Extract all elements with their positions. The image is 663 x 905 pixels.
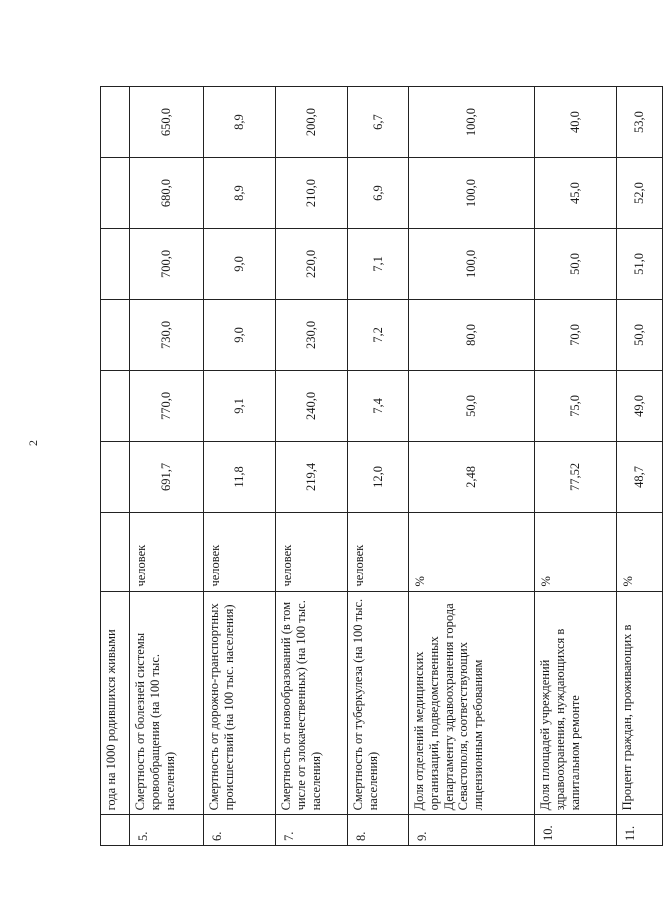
row-number: 10.: [535, 815, 617, 846]
table-cell: [101, 299, 130, 370]
value-cell: 12,0: [348, 441, 409, 512]
value-cell: 219,4: [276, 441, 348, 512]
table-row: [348, 87, 409, 846]
indicator-name: Смертность от болезней системы кровообращения (на 100 тыс. населения): [130, 591, 204, 815]
row-number: 8.: [348, 815, 409, 846]
value-cell: 200,0: [276, 87, 348, 158]
value-cell: 730,0: [130, 299, 204, 370]
value-cell: 770,0: [130, 370, 204, 441]
indicator-name: Смертность от дорожно-транспортных происшествий (на 100 тыс. населения): [204, 591, 276, 815]
rotated-table-container: [100, 86, 647, 846]
value-cell: 8,9: [204, 158, 276, 229]
value-cell: 100,0: [409, 87, 535, 158]
value-cell: 100,0: [409, 228, 535, 299]
value-cell: 52,0: [617, 158, 663, 229]
value-cell: 8,9: [204, 87, 276, 158]
table-cell: [101, 87, 130, 158]
value-cell: 7,4: [348, 370, 409, 441]
value-cell: 51,0: [617, 228, 663, 299]
value-cell: 75,0: [535, 370, 617, 441]
table-row: [617, 87, 663, 846]
row-number: 9.: [409, 815, 535, 846]
unit-cell: %: [409, 512, 535, 591]
unit-cell: человек: [204, 512, 276, 591]
value-cell: 50,0: [617, 299, 663, 370]
table-row: [204, 87, 276, 846]
value-cell: 220,0: [276, 228, 348, 299]
indicators-table: [100, 86, 663, 846]
row-number: 7.: [276, 815, 348, 846]
value-cell: 40,0: [535, 87, 617, 158]
unit-cell: человек: [276, 512, 348, 591]
unit-cell: человек: [130, 512, 204, 591]
value-cell: 77,52: [535, 441, 617, 512]
value-cell: 2,48: [409, 441, 535, 512]
value-cell: 49,0: [617, 370, 663, 441]
value-cell: 6,9: [348, 158, 409, 229]
unit-cell: %: [617, 512, 663, 591]
table-cell: [101, 512, 130, 591]
value-cell: 650,0: [130, 87, 204, 158]
indicator-name: Доля площадей учреждений здравоохранения, нуждающихся в капитальном ремонте: [535, 591, 617, 815]
value-cell: 50,0: [535, 228, 617, 299]
table-row: [409, 87, 535, 846]
indicator-name: Смертность от туберкулеза (на 100 тыс. населения): [348, 591, 409, 815]
table-cell: [101, 370, 130, 441]
value-cell: 45,0: [535, 158, 617, 229]
value-cell: 11,8: [204, 441, 276, 512]
value-cell: 48,7: [617, 441, 663, 512]
value-cell: 210,0: [276, 158, 348, 229]
value-cell: 700,0: [130, 228, 204, 299]
continuation-text: года на 1000 родившихся живыми: [101, 591, 130, 815]
table-cell: [101, 441, 130, 512]
value-cell: 9,0: [204, 299, 276, 370]
value-cell: 230,0: [276, 299, 348, 370]
indicator-name: Смертность от новообразований (в том числе от злокачественных) (на 100 тыс. населения): [276, 591, 348, 815]
table-row-continuation: [101, 87, 130, 846]
value-cell: 70,0: [535, 299, 617, 370]
table-cell: [101, 158, 130, 229]
value-cell: 100,0: [409, 158, 535, 229]
value-cell: 7,2: [348, 299, 409, 370]
value-cell: 53,0: [617, 87, 663, 158]
value-cell: 7,1: [348, 228, 409, 299]
value-cell: 680,0: [130, 158, 204, 229]
value-cell: 9,1: [204, 370, 276, 441]
table-row: [535, 87, 617, 846]
table-row: [276, 87, 348, 846]
page-number: 2: [26, 440, 40, 446]
table-row: [130, 87, 204, 846]
indicator-name: Процент граждан, проживающих в: [617, 591, 663, 815]
unit-cell: %: [535, 512, 617, 591]
row-number: 6.: [204, 815, 276, 846]
value-cell: 240,0: [276, 370, 348, 441]
value-cell: 80,0: [409, 299, 535, 370]
table-cell: [101, 228, 130, 299]
row-number: 11.: [617, 815, 663, 846]
value-cell: 691,7: [130, 441, 204, 512]
value-cell: 50,0: [409, 370, 535, 441]
row-number: 5.: [130, 815, 204, 846]
unit-cell: человек: [348, 512, 409, 591]
indicator-name: Доля отделений медицинских организаций, подведомственных Департаменту здравоохранения города Севастополя, соответствующих лицензионным требованиям: [409, 591, 535, 815]
value-cell: 9,0: [204, 228, 276, 299]
value-cell: 6,7: [348, 87, 409, 158]
table-cell: [101, 815, 130, 846]
